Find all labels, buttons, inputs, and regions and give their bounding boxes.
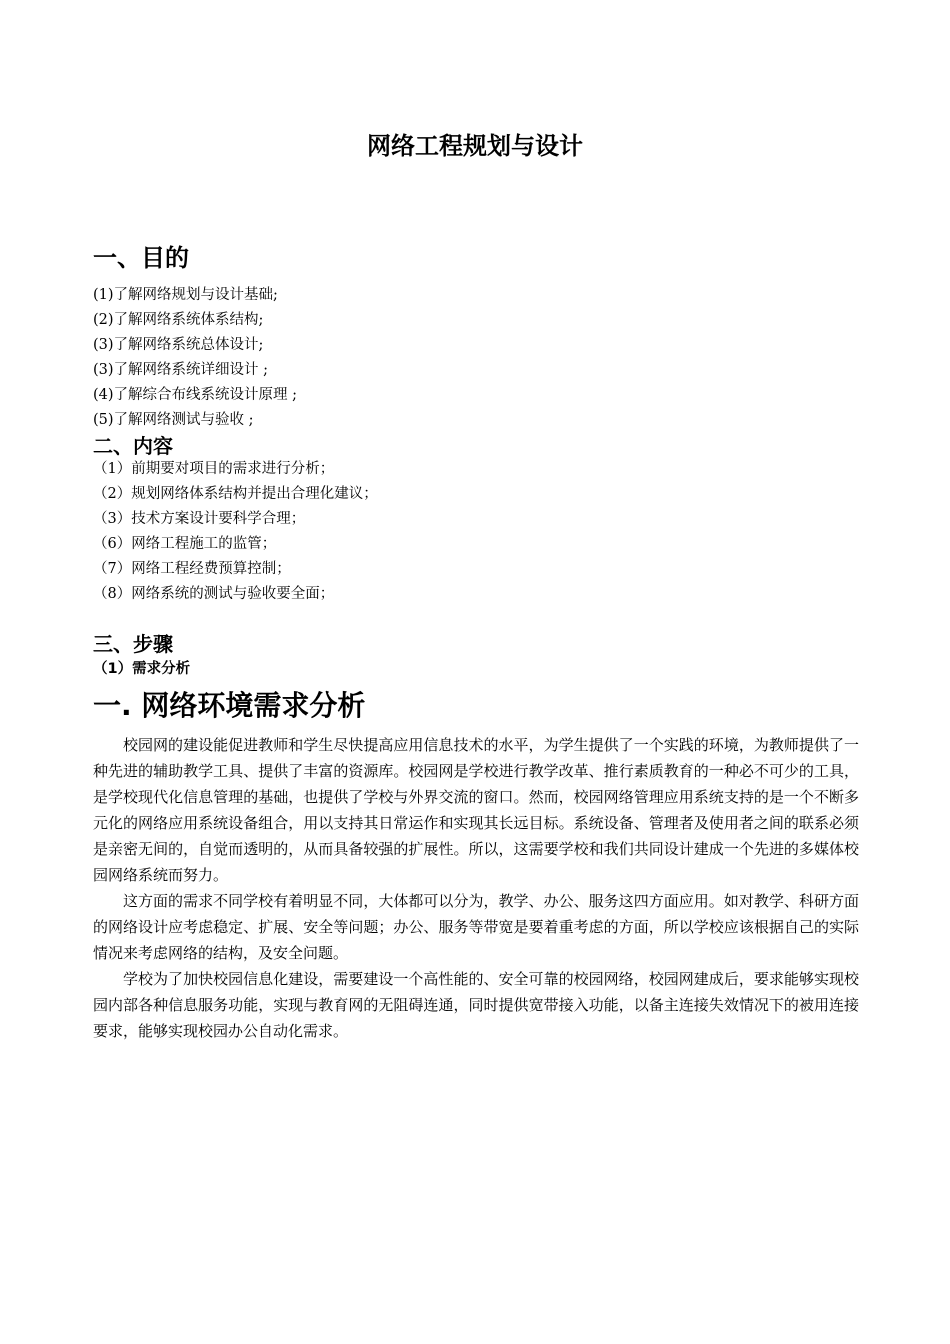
paragraph: 这方面的需求不同学校有着明显不同，大体都可以分为，教学、办公、服务这四方面应用。如对教学、科研方面的网络设计应考虑稳定、扩展、安全等问题；办公、服务等带宽是要着重考虑的方面，所以学校应该根据自己的实际情况来考虑网络的结构，及安全问题。 [93,892,859,962]
list-item: （2）规划网络体系结构并提出合理化建议； [93,486,378,502]
list-item: （1）前期要对项目的需求进行分析； [93,461,335,477]
purpose-list [93,283,297,433]
list-item: （8）网络系统的测试与验收要全面； [93,586,335,602]
paragraph: 学校为了加快校园信息化建设，需要建设一个高性能的、安全可靠的校园网络，校园网建成后，要求能够实现校园内部各种信息服务功能，实现与教育网的无阻碍连通，同时提供宽带接入功能，以备主连接失效情况下的被用连接要求，能够实现校园办公自动化需求。 [93,970,859,1040]
body-text [93,732,859,1044]
paragraph: 校园网的建设能促进教师和学生尽快提高应用信息技术的水平，为学生提供了一个实践的环境，为教师提供了一种先进的辅助教学工具、提供了丰富的资源库。校园网是学校进行教学改革、推行素质教育的一种必不可少的工具，是学校现代化信息管理的基础，也提供了学校与外界交流的窗口。然而，校园网络管理应用系统支持的是一个不断多元化的网络应用系统设备组合，用以支持其日常运作和实现其长远目标。系统设备、管理者及使用者之间的联系必须是亲密无间的，自觉而透明的，从而具备较强的扩展性。所以，这需要学校和我们共同设计建成一个先进的多媒体校园网络系统而努力。 [93,736,859,884]
list-item: （6）网络工程施工的监管； [93,536,277,552]
section-heading-steps: 三、步骤 [93,632,173,656]
major-heading-network-requirements: 一. 网络环境需求分析 [93,689,366,722]
subheading-requirements: （1）需求分析 [93,661,191,677]
list-item: (1)了解网络规划与设计基础; [93,287,278,303]
list-item: （7）网络工程经费预算控制； [93,561,291,577]
section-heading-content: 二、内容 [93,434,173,458]
section-heading-purpose: 一、目的 [93,243,189,272]
list-item: （3）技术方案设计要科学合理； [93,511,306,527]
list-item: (3)了解网络系统详细设计 ; [93,362,269,378]
document-title: 网络工程规划与设计 [367,131,583,160]
list-item: (2)了解网络系统体系结构; [93,312,264,328]
list-item: (4)了解综合布线系统设计原理 ; [93,387,298,403]
content-list [93,457,378,607]
list-item: (5)了解网络测试与验收 ; [93,412,254,428]
list-item: (3)了解网络系统总体设计; [93,337,264,353]
